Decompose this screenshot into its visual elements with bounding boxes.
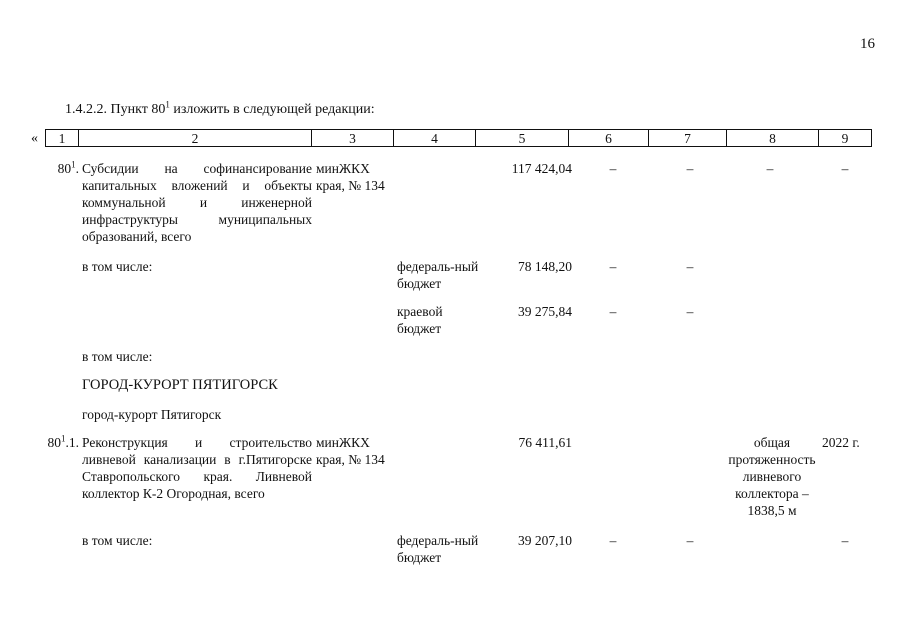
subrow-col7: – [686,533,694,548]
row-name: Субсидии на софинансирование капитальных вложений и объекты коммунальной и инженерной инфраструктуры муниципальных образований, всего [82,161,312,244]
instruction-sup: 1 [165,99,170,110]
column-number-header [45,129,872,147]
subrow-amount: 78 148,20 [518,259,572,274]
row-col6: – [609,161,617,176]
including-label: в том числе: [82,349,153,364]
subrow-col6: – [609,304,617,319]
header-col-8: 8 [727,130,819,147]
header-col-3: 3 [312,130,394,147]
row-amount: 117 424,04 [511,161,572,176]
instruction-suffix: изложить в следующей редакции: [169,102,375,117]
row-organization: минЖКХ края, № 134 [316,161,385,193]
row-col9: – [841,161,849,176]
subrow-budget: федераль-ный бюджет [397,533,479,565]
header-col-2: 2 [79,130,312,147]
subrow-label: в том числе: [82,259,153,274]
subrow-col7: – [686,259,694,274]
city-subheading: город-курорт Пятигорск [82,407,222,422]
row-col8: общая протяженность ливневого коллектора – 1838,5 м [728,435,816,518]
subrow-col6: – [609,533,617,548]
row-col9: 2022 г. [822,435,860,450]
header-col-1: 1 [46,130,79,147]
subrow-amount: 39 275,84 [518,304,572,319]
open-quote: « [31,131,38,146]
header-col-7: 7 [649,130,727,147]
subrow-col7: – [686,304,694,319]
subrow-col9: – [841,533,849,548]
subrow-budget: краевой бюджет [397,304,443,336]
header-col-4: 4 [394,130,476,147]
row-col7: – [686,161,694,176]
row-number: $80^1.1$. [47,433,79,450]
header-col-5: 5 [476,130,569,147]
subrow-amount: 39 207,10 [518,533,572,548]
amendment-instruction [65,101,375,118]
row-amount: 76 411,61 [518,435,572,450]
instruction-prefix: 1.4.2.2. Пункт 80 [65,102,166,117]
subrow-budget: федераль-ный бюджет [397,259,479,291]
subrow-label: в том числе: [82,533,153,548]
city-heading: ГОРОД-КУРОРТ ПЯТИГОРСК [82,377,278,393]
row-organization: минЖКХ края, № 134 [316,435,385,467]
row-name: Реконструкция и строительство ливневой канализации в г.Пятигорске Ставропольского края. Ливневой коллектор К-2 Огородная, всего [82,435,312,501]
page-number: 16 [860,36,875,52]
row-col8: – [766,161,774,176]
row-number: $80^1$. [57,159,79,176]
subrow-col6: – [609,259,617,274]
header-col-9: 9 [819,130,872,147]
header-col-6: 6 [569,130,649,147]
